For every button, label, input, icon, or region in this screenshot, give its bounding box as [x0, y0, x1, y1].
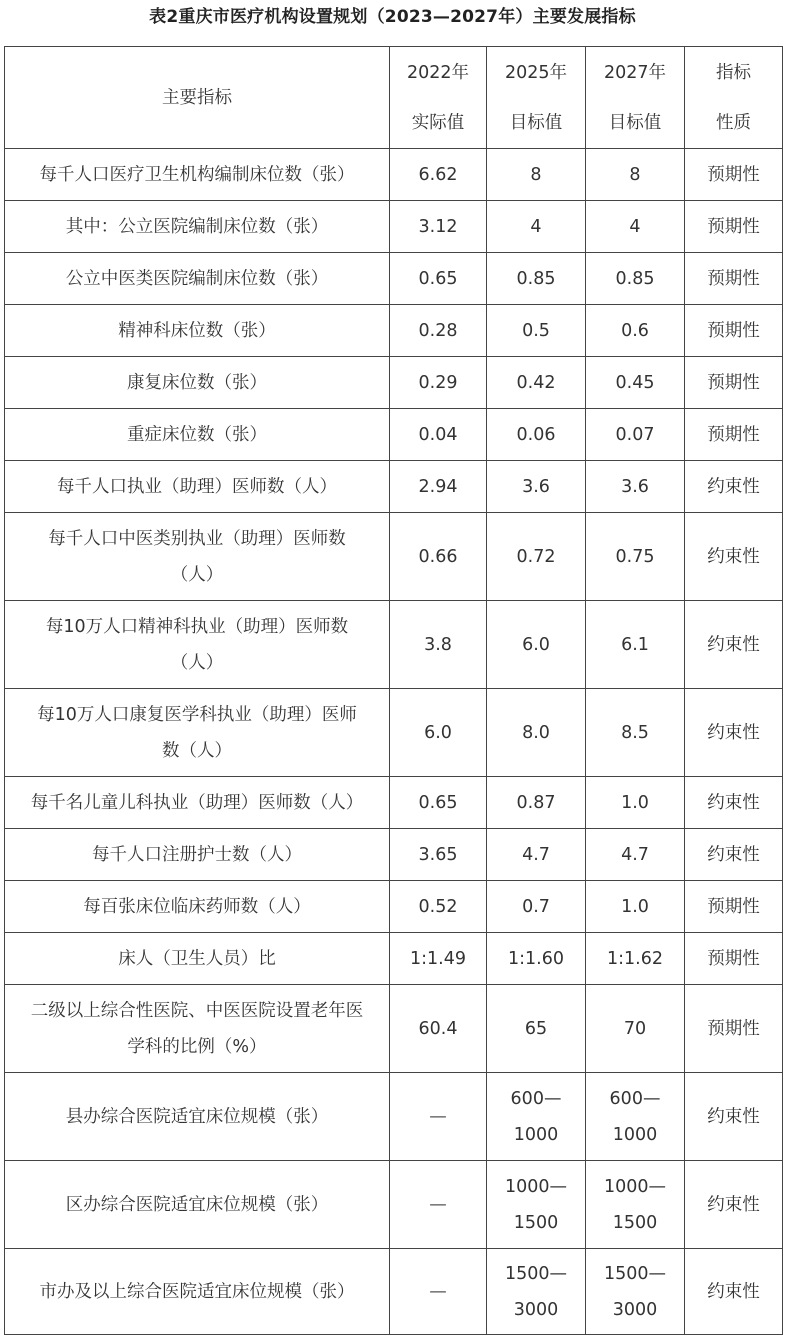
value-2025-cell-text: 1500 — [513, 1212, 559, 1233]
indicator-name-cell-text: 每百张床位临床药师数（人） — [83, 896, 311, 917]
value-2025-cell — [487, 1161, 586, 1249]
table-row — [5, 409, 783, 461]
value-2025-cell-text: 1000— — [504, 1176, 568, 1197]
value-2022-cell — [390, 881, 487, 933]
value-2025-cell — [487, 777, 586, 829]
indicator-name-cell-text: 市办及以上综合医院适宜床位规模（张） — [39, 1281, 355, 1302]
indicator-name-cell-text: 重症床位数（张） — [127, 424, 267, 445]
value-2025-cell — [487, 357, 586, 409]
value-2025-cell — [487, 689, 586, 777]
indicator-name-cell-text: 康复床位数（张） — [127, 372, 267, 393]
value-2022-cell-text: 0.65 — [418, 268, 458, 289]
nature-cell — [685, 1161, 783, 1249]
value-2025-cell-text: 0.06 — [516, 424, 556, 445]
nature-cell-text: 预期性 — [707, 896, 760, 917]
indicator-name-cell — [5, 777, 390, 829]
indicator-name-cell-text: （人） — [170, 564, 224, 585]
indicator-name-cell — [5, 409, 390, 461]
nature-cell — [685, 777, 783, 829]
value-2027-cell-text: 1500 — [612, 1212, 658, 1233]
value-2022-cell-text: 3.65 — [418, 844, 458, 865]
value-2025-cell-text: 600— — [510, 1088, 562, 1109]
value-2025-cell-text: 4.7 — [522, 844, 550, 865]
value-2027-cell — [586, 689, 685, 777]
nature-cell-text: 预期性 — [707, 1018, 760, 1039]
value-2027-cell-text: 1000— — [603, 1176, 667, 1197]
value-2025-cell-text: 0.42 — [516, 372, 556, 393]
table-row — [5, 149, 783, 201]
value-2025-cell — [487, 513, 586, 601]
value-2027-cell-text: 4.7 — [621, 844, 649, 865]
table-row — [5, 881, 783, 933]
value-2022-cell-text: — — [429, 1194, 447, 1215]
table-row — [5, 1073, 783, 1161]
value-2022-cell — [390, 253, 487, 305]
header-2027 — [586, 47, 685, 149]
value-2025-cell-text: 6.0 — [522, 634, 550, 655]
header-2022-line2: 实际值 — [411, 112, 465, 133]
nature-cell-text: 约束性 — [707, 1281, 760, 1302]
value-2025-cell — [487, 461, 586, 513]
value-2027-cell-text: 1.0 — [621, 792, 649, 813]
nature-cell-text: 约束性 — [707, 546, 760, 567]
header-indicator-label: 主要指标 — [162, 87, 232, 108]
value-2027-cell — [586, 513, 685, 601]
header-2022 — [390, 47, 487, 149]
value-2025-cell — [487, 409, 586, 461]
indicator-name-cell-text: 每千人口执业（助理）医师数（人） — [57, 476, 337, 497]
header-2022-line1: 2022年 — [406, 62, 470, 83]
value-2027-cell — [586, 1249, 685, 1335]
indicator-name-cell-text: 每千名儿童儿科执业（助理）医师数（人） — [30, 792, 364, 813]
indicator-name-cell — [5, 933, 390, 985]
indicator-name-cell — [5, 1073, 390, 1161]
value-2025-cell-text: 0.72 — [516, 546, 556, 567]
table-row — [5, 1249, 783, 1335]
value-2022-cell-text: 3.12 — [418, 216, 458, 237]
indicator-name-cell — [5, 1161, 390, 1249]
value-2027-cell — [586, 933, 685, 985]
value-2027-cell-text: 0.6 — [621, 320, 649, 341]
indicator-name-cell-text: 县办综合医院适宜床位规模（张） — [65, 1106, 329, 1127]
value-2022-cell — [390, 1073, 487, 1161]
nature-cell-text: 约束性 — [707, 844, 760, 865]
header-2025 — [487, 47, 586, 149]
value-2025-cell-text: 65 — [524, 1018, 548, 1039]
value-2027-cell — [586, 357, 685, 409]
header-2027-line1: 2027年 — [603, 62, 667, 83]
value-2027-cell-text: 8 — [629, 164, 641, 185]
nature-cell — [685, 601, 783, 689]
nature-cell — [685, 201, 783, 253]
value-2022-cell-text: — — [429, 1281, 447, 1302]
value-2025-cell-text: 1000 — [513, 1124, 559, 1145]
indicator-name-cell-text: 区办综合医院适宜床位规模（张） — [65, 1194, 329, 1215]
indicator-name-cell-text: 二级以上综合性医院、中医医院设置老年医 — [30, 1000, 364, 1021]
nature-cell-text: 约束性 — [707, 1106, 760, 1127]
value-2027-cell-text: 0.85 — [615, 268, 655, 289]
value-2027-cell-text: 1:1.62 — [607, 948, 663, 969]
value-2027-cell-text: 3000 — [612, 1299, 658, 1320]
indicator-name-cell — [5, 689, 390, 777]
indicator-name-cell — [5, 253, 390, 305]
nature-cell-text: 预期性 — [707, 216, 760, 237]
value-2027-cell-text: 1000 — [612, 1124, 658, 1145]
value-2025-cell-text: 3000 — [513, 1299, 559, 1320]
value-2027-cell — [586, 253, 685, 305]
value-2022-cell-text: 0.52 — [418, 896, 458, 917]
value-2025-cell — [487, 985, 586, 1073]
value-2027-cell-text: 0.07 — [615, 424, 655, 445]
value-2025-cell-text: 1500— — [504, 1263, 568, 1284]
value-2025-cell-text: 0.7 — [522, 896, 550, 917]
value-2022-cell-text: 0.65 — [418, 792, 458, 813]
page-title: 表2重庆市医疗机构设置规划（2023—2027年）主要发展指标 — [149, 7, 636, 27]
value-2027-cell — [586, 305, 685, 357]
nature-cell — [685, 829, 783, 881]
table-row — [5, 513, 783, 601]
value-2025-cell-text: 4 — [530, 216, 542, 237]
value-2022-cell-text: 6.0 — [424, 722, 452, 743]
value-2025-cell-text: 0.85 — [516, 268, 556, 289]
nature-cell-text: 预期性 — [707, 320, 760, 341]
value-2025-cell — [487, 305, 586, 357]
value-2025-cell — [487, 1249, 586, 1335]
header-2025-line1: 2025年 — [504, 62, 568, 83]
value-2027-cell — [586, 409, 685, 461]
nature-cell-text: 约束性 — [707, 792, 760, 813]
header-nature-line1: 指标 — [716, 62, 751, 83]
nature-cell — [685, 1249, 783, 1335]
value-2025-cell — [487, 149, 586, 201]
value-2025-cell-text: 8.0 — [522, 722, 550, 743]
nature-cell-text: 预期性 — [707, 424, 760, 445]
value-2022-cell — [390, 933, 487, 985]
nature-cell-text: 约束性 — [707, 722, 760, 743]
value-2025-cell-text: 8 — [530, 164, 542, 185]
table-row — [5, 601, 783, 689]
value-2025-cell — [487, 601, 586, 689]
indicator-name-cell-text: 精神科床位数（张） — [118, 320, 276, 341]
table-row — [5, 305, 783, 357]
table-row — [5, 829, 783, 881]
indicator-name-cell — [5, 149, 390, 201]
indicator-name-cell-text: 每10万人口精神科执业（助理）医师数 — [45, 616, 349, 637]
value-2022-cell-text: — — [429, 1106, 447, 1127]
value-2025-cell-text: 0.5 — [522, 320, 550, 341]
value-2025-cell-text: 3.6 — [522, 476, 550, 497]
value-2027-cell-text: 600— — [609, 1088, 661, 1109]
nature-cell-text: 预期性 — [707, 164, 760, 185]
header-row — [5, 47, 783, 149]
value-2027-cell — [586, 1073, 685, 1161]
indicator-name-cell-text: 每千人口注册护士数（人） — [92, 844, 302, 865]
header-nature — [685, 47, 783, 149]
value-2025-cell-text: 0.87 — [516, 792, 556, 813]
indicator-name-cell-text: 床人（卫生人员）比 — [118, 948, 276, 969]
value-2025-cell — [487, 829, 586, 881]
indicator-name-cell — [5, 881, 390, 933]
value-2022-cell-text: 2.94 — [418, 476, 458, 497]
header-nature-line2: 性质 — [716, 112, 751, 133]
nature-cell-text: 预期性 — [707, 948, 760, 969]
nature-cell-text: 约束性 — [707, 634, 760, 655]
value-2022-cell — [390, 409, 487, 461]
nature-cell — [685, 461, 783, 513]
indicator-name-cell-text: 其中：公立医院编制床位数（张） — [65, 216, 329, 237]
value-2027-cell-text: 1500— — [603, 1263, 667, 1284]
value-2027-cell — [586, 881, 685, 933]
value-2027-cell — [586, 985, 685, 1073]
nature-cell-text: 约束性 — [707, 1194, 760, 1215]
header-2027-line2: 目标值 — [608, 112, 662, 133]
nature-cell — [685, 409, 783, 461]
value-2025-cell — [487, 1073, 586, 1161]
value-2025-cell — [487, 201, 586, 253]
indicator-table — [4, 46, 783, 1335]
value-2022-cell — [390, 149, 487, 201]
value-2022-cell — [390, 305, 487, 357]
indicator-name-cell-text: 每千人口中医类别执业（助理）医师数 — [48, 528, 346, 549]
value-2022-cell-text: 1:1.49 — [410, 948, 466, 969]
value-2027-cell-text: 6.1 — [621, 634, 649, 655]
table-row — [5, 201, 783, 253]
value-2025-cell — [487, 933, 586, 985]
nature-cell — [685, 689, 783, 777]
table-row — [5, 777, 783, 829]
value-2027-cell-text: 70 — [623, 1018, 647, 1039]
indicator-name-cell — [5, 1249, 390, 1335]
indicator-name-cell — [5, 829, 390, 881]
value-2022-cell — [390, 985, 487, 1073]
value-2022-cell — [390, 1249, 487, 1335]
nature-cell — [685, 357, 783, 409]
value-2027-cell — [586, 201, 685, 253]
value-2022-cell-text: 0.04 — [418, 424, 458, 445]
table-row — [5, 357, 783, 409]
indicator-name-cell-text: （人） — [170, 652, 224, 673]
nature-cell — [685, 985, 783, 1073]
indicator-name-cell — [5, 357, 390, 409]
value-2022-cell-text: 0.29 — [418, 372, 458, 393]
nature-cell — [685, 253, 783, 305]
value-2022-cell-text: 0.28 — [418, 320, 458, 341]
value-2022-cell — [390, 689, 487, 777]
indicator-name-cell — [5, 985, 390, 1073]
indicator-name-cell-text: 学科的比例（%） — [127, 1036, 267, 1057]
value-2022-cell — [390, 1161, 487, 1249]
value-2027-cell-text: 8.5 — [621, 722, 649, 743]
indicator-name-cell-text: 每10万人口康复医学科执业（助理）医师 — [37, 704, 357, 725]
nature-cell — [685, 149, 783, 201]
value-2027-cell-text: 0.75 — [615, 546, 655, 567]
header-2025-line2: 目标值 — [509, 112, 563, 133]
indicator-name-cell — [5, 305, 390, 357]
value-2027-cell-text: 3.6 — [621, 476, 649, 497]
value-2025-cell — [487, 881, 586, 933]
value-2027-cell — [586, 461, 685, 513]
table-row — [5, 253, 783, 305]
nature-cell-text: 预期性 — [707, 372, 760, 393]
nature-cell-text: 预期性 — [707, 268, 760, 289]
indicator-name-cell-text: 数（人） — [162, 740, 232, 761]
value-2022-cell-text: 6.62 — [418, 164, 458, 185]
value-2022-cell — [390, 201, 487, 253]
value-2025-cell-text: 1:1.60 — [508, 948, 564, 969]
nature-cell — [685, 881, 783, 933]
value-2022-cell-text: 60.4 — [418, 1018, 458, 1039]
value-2027-cell — [586, 777, 685, 829]
table-row — [5, 1161, 783, 1249]
value-2027-cell — [586, 829, 685, 881]
value-2022-cell — [390, 601, 487, 689]
value-2027-cell-text: 4 — [629, 216, 641, 237]
value-2022-cell — [390, 829, 487, 881]
nature-cell — [685, 305, 783, 357]
indicator-name-cell — [5, 513, 390, 601]
value-2022-cell-text: 0.66 — [418, 546, 458, 567]
table-row — [5, 933, 783, 985]
value-2022-cell-text: 3.8 — [424, 634, 452, 655]
table-row — [5, 461, 783, 513]
value-2022-cell — [390, 357, 487, 409]
value-2027-cell — [586, 1161, 685, 1249]
nature-cell — [685, 513, 783, 601]
indicator-name-cell — [5, 201, 390, 253]
table-row — [5, 985, 783, 1073]
indicator-name-cell — [5, 461, 390, 513]
indicator-name-cell-text: 每千人口医疗卫生机构编制床位数（张） — [39, 164, 355, 185]
value-2027-cell — [586, 601, 685, 689]
nature-cell-text: 约束性 — [707, 476, 760, 497]
value-2027-cell-text: 1.0 — [621, 896, 649, 917]
indicator-name-cell — [5, 601, 390, 689]
table-row — [5, 689, 783, 777]
nature-cell — [685, 933, 783, 985]
value-2022-cell — [390, 461, 487, 513]
value-2027-cell-text: 0.45 — [615, 372, 655, 393]
value-2025-cell — [487, 253, 586, 305]
value-2027-cell — [586, 149, 685, 201]
nature-cell — [685, 1073, 783, 1161]
header-indicator — [5, 47, 390, 149]
indicator-name-cell-text: 公立中医类医院编制床位数（张） — [65, 268, 329, 289]
value-2022-cell — [390, 777, 487, 829]
value-2022-cell — [390, 513, 487, 601]
